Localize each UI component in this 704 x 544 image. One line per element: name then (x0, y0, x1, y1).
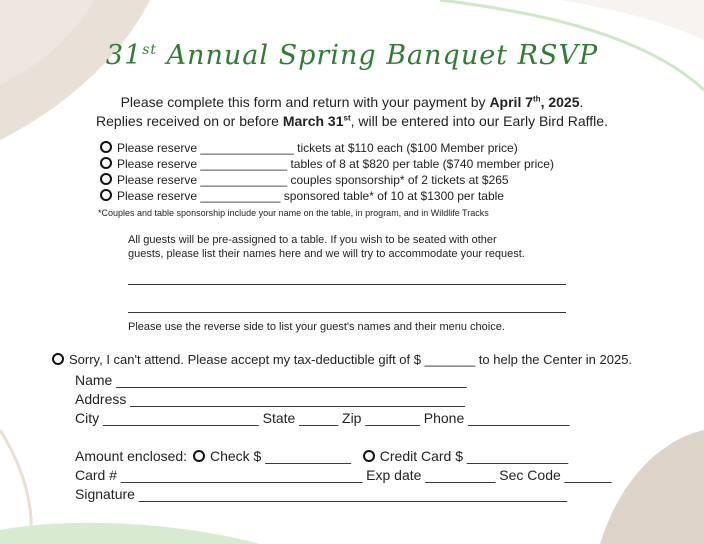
radio-circle-icon[interactable] (52, 353, 64, 365)
page-title: 31st Annual Spring Banquet RSVP (105, 40, 599, 71)
guest-info-line-3: Please use the reverse side to list your guest's names and their menu choice. (128, 321, 505, 333)
option-tables[interactable]: Please reserve _____________ tables of 8 at $820 per table ($740 member price) (100, 157, 554, 171)
option-sponsored-table[interactable]: Please reserve ____________ sponsored table* of 10 at $1300 per table (100, 189, 504, 203)
intro-line-1: Please complete this form and return with your payment by April 7th, 2025. (120, 94, 584, 110)
guest-info-line-1: All guests will be pre-assigned to a table. If you wish to be seated with other (128, 234, 497, 246)
name-field[interactable]: Name _____________________________________________ (75, 372, 467, 388)
amount-enclosed-row: Amount enclosed: Check $ ___________ Credit Card $ _____________ (75, 448, 569, 464)
check-field[interactable]: Check $ ___________ (209, 448, 351, 464)
radio-circle-icon[interactable] (193, 450, 205, 462)
city-state-zip-phone-field[interactable]: City ____________________ State _____ Zip _______ Phone _____________ (75, 410, 570, 426)
signature-field[interactable]: Signature _______________________________________________________ (75, 486, 568, 502)
option-tickets[interactable]: Please reserve ______________ tickets at $110 each ($100 Member price) (100, 141, 518, 155)
intro-line-2: Replies received on or before March 31st, will be entered into our Early Bird Raffle. (96, 113, 608, 129)
address-field[interactable]: Address ___________________________________________ (75, 391, 466, 407)
guest-names-line-2[interactable] (128, 312, 566, 313)
radio-circle-icon[interactable] (100, 157, 112, 169)
radio-circle-icon[interactable] (363, 450, 375, 462)
guest-info-line-2: guests, please list their names here and we will try to accommodate your request. (128, 248, 525, 260)
radio-circle-icon[interactable] (100, 141, 112, 153)
card-number-field[interactable]: Card # _______________________________ Exp date _________ Sec Code ______ (75, 467, 612, 483)
credit-card-field[interactable]: Credit Card $ _____________ (379, 448, 569, 464)
radio-circle-icon[interactable] (100, 189, 112, 201)
sponsorship-note: *Couples and table sponsorship include your name on the table, in program, and in Wildlife Tracks (98, 208, 489, 218)
option-couples[interactable]: Please reserve _____________ couples sponsorship* of 2 tickets at $265 (100, 173, 509, 187)
donation-option[interactable]: Sorry, I can't attend. Please accept my tax-deductible gift of $ _______ to help the Center in 2025. (52, 352, 632, 367)
guest-names-line-1[interactable] (128, 284, 566, 285)
radio-circle-icon[interactable] (100, 173, 112, 185)
